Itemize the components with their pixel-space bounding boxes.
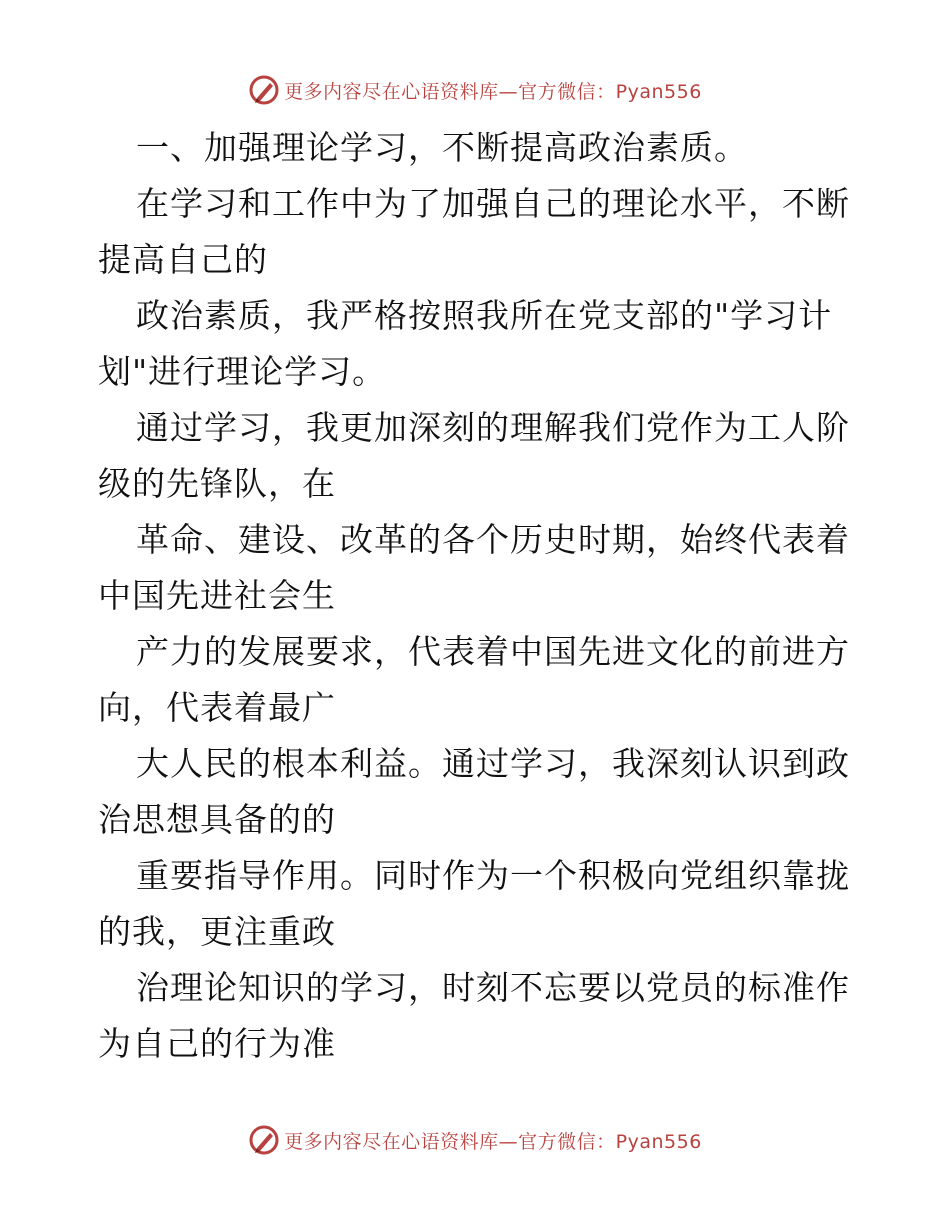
paragraph-line: 级的先锋队，在 — [98, 464, 336, 503]
paragraph-line: 的我，更注重政 — [98, 912, 336, 951]
paragraph-line: 为自己的行为准 — [98, 1024, 336, 1063]
header-banner-text: 更多内容尽在心语资料库—官方微信：Pyan556 — [284, 80, 702, 103]
document-body — [98, 120, 858, 1072]
paragraph-line: 治思想具备的的 — [98, 800, 336, 839]
paragraph-line: 中国先进社会生 — [98, 576, 336, 615]
paragraph-line: 在学习和工作中为了加强自己的理论水平，不断 — [136, 184, 850, 223]
header-banner — [0, 70, 950, 110]
paragraph-line: 治理论知识的学习，时刻不忘要以党员的标准作 — [136, 968, 850, 1007]
paragraph-line: 大人民的根本利益。通过学习，我深刻认识到政 — [136, 744, 850, 783]
paragraph-line: 提高自己的 — [98, 240, 268, 279]
paragraph-line: 重要指导作用。同时作为一个积极向党组织靠拢 — [136, 856, 850, 895]
paragraph-line: 通过学习，我更加深刻的理解我们党作为工人阶 — [136, 408, 850, 447]
paragraph-line: 向，代表着最广 — [98, 688, 336, 727]
pen-seal-logo-icon — [248, 74, 280, 106]
footer-banner — [0, 1120, 950, 1160]
paragraph-line: 政治素质，我严格按照我所在党支部的"学习计 — [136, 296, 833, 335]
paragraph-line: 革命、建设、改革的各个历史时期，始终代表着 — [136, 520, 850, 559]
paragraph-line: 产力的发展要求，代表着中国先进文化的前进方 — [136, 632, 850, 671]
heading-line: 一、加强理论学习，不断提高政治素质。 — [136, 128, 748, 167]
pen-seal-logo-icon — [248, 1124, 280, 1156]
footer-banner-text: 更多内容尽在心语资料库—官方微信：Pyan556 — [284, 1130, 702, 1153]
paragraph-line: 划"进行理论学习。 — [98, 352, 387, 391]
